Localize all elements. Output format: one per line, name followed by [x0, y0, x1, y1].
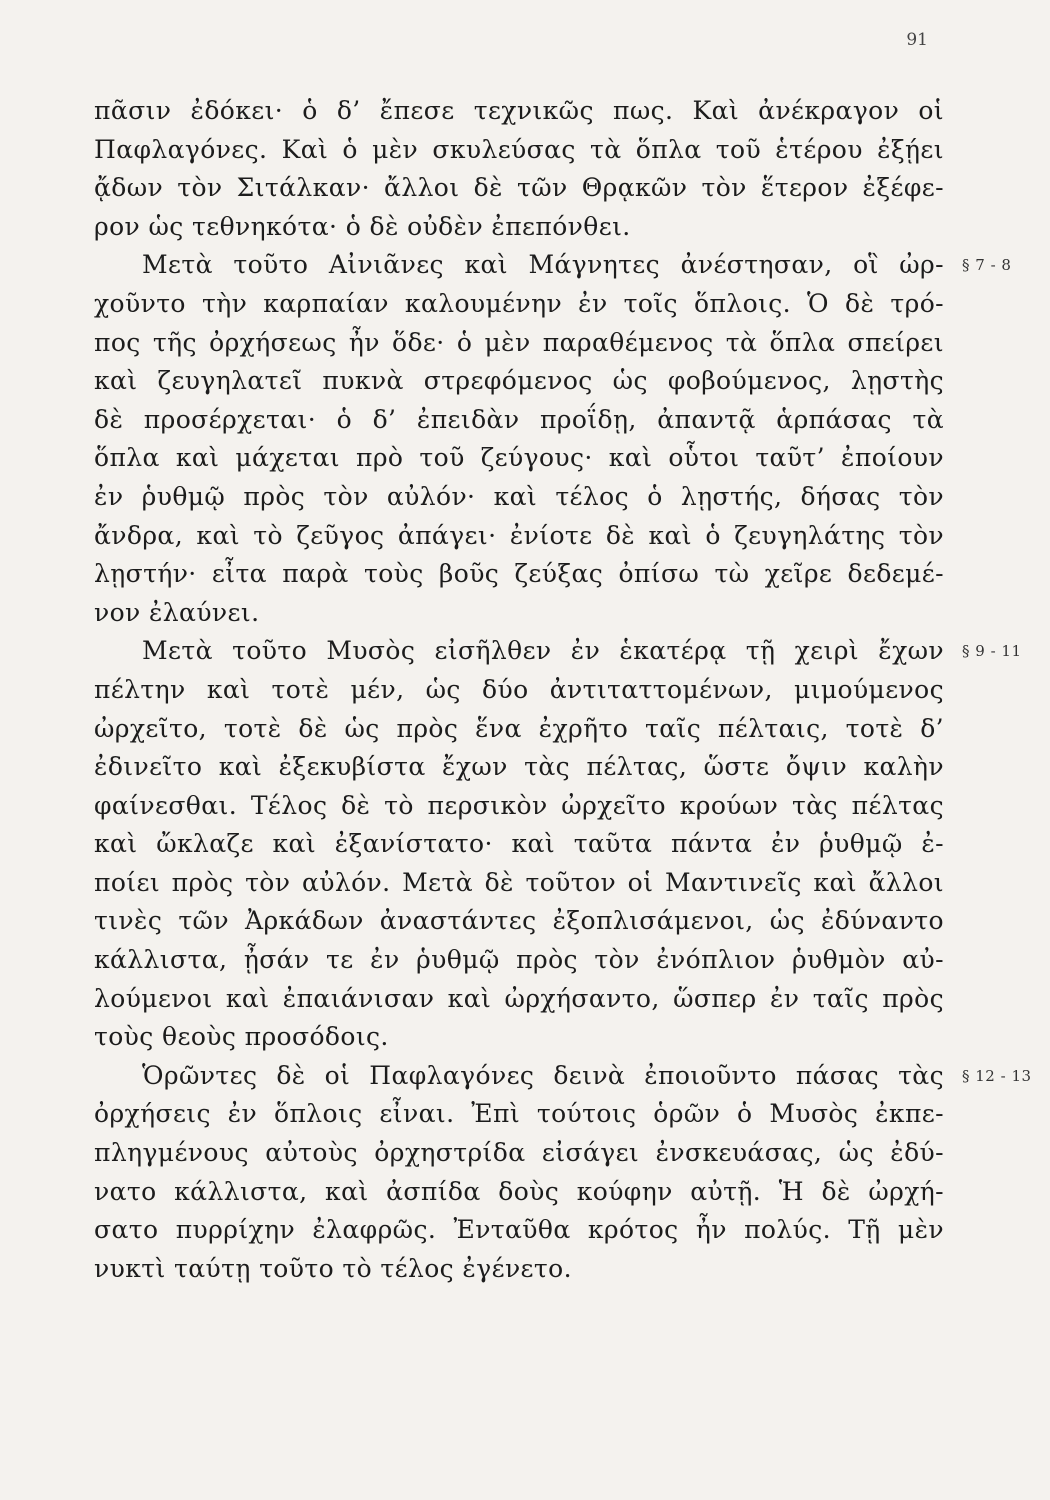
- line-text: ὀρχήσεις ἐν ὅπλοις εἶναι. Ἐπὶ τούτοις ὁρῶν ὁ Μυσὸς ἐκπε-: [94, 1099, 944, 1129]
- line-text: καὶ ὤκλαζε καὶ ἐξανίστατο· καὶ ταῦτα πάντα ἐν ῥυθμῷ ἐ-: [94, 829, 944, 859]
- line-text: νατο κάλλιστα, καὶ ἀσπίδα δοὺς κούφην αὐτῇ. Ἡ δὲ ὠρχή-: [94, 1176, 944, 1206]
- line-text: ὠρχεῖτο, τοτὲ δὲ ὡς πρὸς ἕνα ἐχρῆτο ταῖς πέλταις, τοτὲ δ’: [94, 713, 944, 743]
- line-text: νον ἐλαύνει.: [94, 597, 260, 627]
- section-marginal-note: § 9 - 11: [962, 642, 1022, 661]
- text-line: [94, 92, 944, 131]
- text-line: [94, 864, 944, 903]
- text-line: [94, 1018, 944, 1057]
- line-text: κάλλιστα, ᾖσάν τε ἐν ῥυθμῷ πρὸς τὸν ἐνόπλιον ῥυθμὸν αὐ-: [94, 945, 944, 975]
- line-text: πληγμένους αὐτοὺς ὀρχηστρίδα εἰσάγει ἐνσκευάσας, ὡς ἐδύ-: [94, 1138, 944, 1168]
- line-text: φαίνεσθαι. Τέλος δὲ τὸ περσικὸν ὠρχεῖτο κρούων τὰς πέλτας: [94, 790, 944, 820]
- text-line: [94, 748, 944, 787]
- text-line: [94, 1173, 944, 1212]
- text-line: [94, 902, 944, 941]
- text-line: [94, 1211, 944, 1250]
- line-text: ἐν ῥυθμῷ πρὸς τὸν αὐλόν· καὶ τέλος ὁ λῃστής, δήσας τὸν: [94, 481, 944, 511]
- line-text: ποίει πρὸς τὸν αὐλόν. Μετὰ δὲ τοῦτον οἱ Μαντινεῖς καὶ ἄλλοι: [94, 867, 944, 897]
- text-line: [94, 710, 944, 749]
- page-number: 91: [906, 30, 928, 50]
- line-text: Παφλαγόνες. Καὶ ὁ μὲν σκυλεύσας τὰ ὅπλα τοῦ ἑτέρου ἐξῄει: [94, 134, 944, 164]
- text-line: [94, 401, 944, 440]
- text-line: [94, 555, 944, 594]
- line-text: Μετὰ τοῦτο Αἰνιᾶνες καὶ Μάγνητες ἀνέστησαν, οἳ ὠρ-: [142, 250, 944, 280]
- text-line: [94, 208, 944, 247]
- text-line: [94, 478, 944, 517]
- text-line: [94, 285, 944, 324]
- line-text: χοῦντο τὴν καρπαίαν καλουμένην ἐν τοῖς ὅπλοις. Ὁ δὲ τρό-: [94, 288, 944, 318]
- line-text: ἐδινεῖτο καὶ ἐξεκυβίστα ἔχων τὰς πέλτας, ὥστε ὄψιν καλὴν: [94, 752, 944, 782]
- section-marginal-note: § 7 - 8: [962, 256, 1012, 275]
- text-line: [94, 169, 944, 208]
- line-text: ρον ὡς τεθνηκότα· ὁ δὲ οὐδὲν ἐπεπόνθει.: [94, 211, 631, 241]
- line-text: σατο πυρρίχην ἐλαφρῶς. Ἐνταῦθα κρότος ἦν πολύς. Τῇ μὲν: [94, 1215, 944, 1245]
- line-text: ἄνδρα, καὶ τὸ ζεῦγος ἀπάγει· ἐνίοτε δὲ καὶ ὁ ζευγηλάτης τὸν: [94, 520, 944, 550]
- text-line: [94, 1134, 944, 1173]
- line-text: Ὁρῶντες δὲ οἱ Παφλαγόνες δεινὰ ἐποιοῦντο πάσας τὰς: [142, 1060, 944, 1090]
- text-line: [94, 825, 944, 864]
- text-line: [94, 1095, 944, 1134]
- line-text: τινὲς τῶν Ἀρκάδων ἀναστάντες ἐξοπλισάμενοι, ὡς ἐδύναντο: [94, 906, 944, 936]
- line-text: καὶ ζευγηλατεῖ πυκνὰ στρεφόμενος ὡς φοβούμενος, λῃστὴς: [94, 366, 944, 396]
- text-line: [94, 246, 1012, 285]
- text-line: [94, 594, 944, 633]
- text-line: [94, 131, 944, 170]
- line-text: Μετὰ τοῦτο Μυσὸς εἰσῆλθεν ἐν ἑκατέρᾳ τῇ χειρὶ ἔχων: [142, 636, 944, 666]
- text-line: [94, 324, 944, 363]
- text-line: [94, 439, 944, 478]
- text-line: [94, 1250, 944, 1289]
- section-marginal-note: § 12 - 13: [962, 1066, 1032, 1085]
- line-text: τοὺς θεοὺς προσόδοις.: [94, 1022, 389, 1052]
- text-line: [94, 671, 944, 710]
- text-line: [94, 787, 944, 826]
- line-text: πέλτην καὶ τοτὲ μέν, ὡς δύο ἀντιταττομένων, μιμούμενος: [94, 674, 944, 704]
- line-text: πᾶσιν ἐδόκει· ὁ δ’ ἔπεσε τεχνικῶς πως. Καὶ ἀνέκραγον οἱ: [94, 96, 944, 125]
- line-text: δὲ προσέρχεται· ὁ δ’ ἐπειδὰν προΐδῃ, ἀπαντᾷ ἁρπάσας τὰ: [94, 404, 944, 434]
- text-line: [94, 517, 944, 556]
- line-text: λῃστήν· εἶτα παρὰ τοὺς βοῦς ζεύξας ὀπίσω τὼ χεῖρε δεδεμέ-: [94, 559, 944, 589]
- text-line: [94, 362, 944, 401]
- text-line: [94, 632, 1022, 671]
- line-text: λούμενοι καὶ ἐπαιάνισαν καὶ ὠρχήσαντο, ὥσπερ ἐν ταῖς πρὸς: [94, 983, 944, 1013]
- body-text: [94, 92, 1032, 1288]
- text-line: [94, 941, 944, 980]
- text-line: [94, 1057, 1032, 1096]
- line-text: ᾄδων τὸν Σιτάλκαν· ἄλλοι δὲ τῶν Θρᾳκῶν τὸν ἕτερον ἐξέφε-: [94, 173, 944, 203]
- line-text: πος τῆς ὀρχήσεως ἦν ὅδε· ὁ μὲν παραθέμενος τὰ ὅπλα σπείρει: [94, 327, 944, 357]
- line-text: ὅπλα καὶ μάχεται πρὸ τοῦ ζεύγους· καὶ οὗτοι ταῦτ’ ἐποίουν: [94, 443, 944, 473]
- line-text: νυκτὶ ταύτῃ τοῦτο τὸ τέλος ἐγένετο.: [94, 1253, 572, 1283]
- text-line: [94, 980, 944, 1019]
